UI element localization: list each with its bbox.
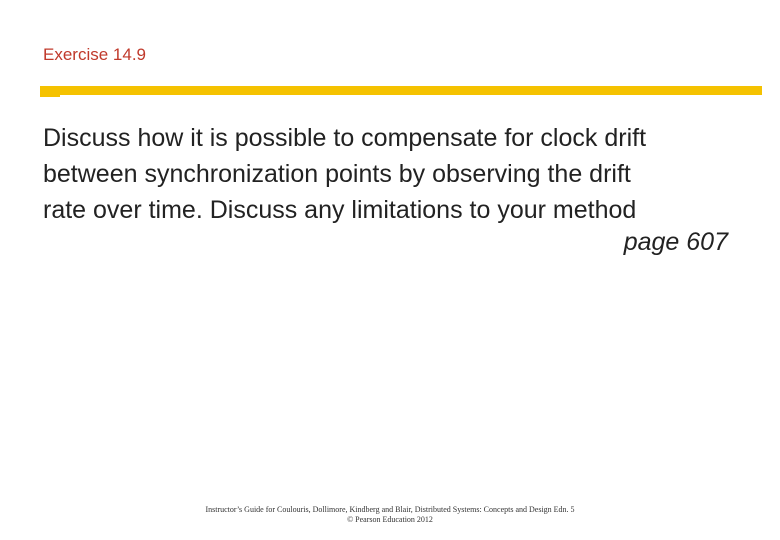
question-line-1: Discuss how it is possible to compensate for clock drift — [43, 124, 647, 152]
page-reference: page 607 — [623, 228, 728, 256]
exercise-question — [43, 120, 743, 228]
title-divider — [40, 86, 762, 95]
slide-title: Exercise 14.9 — [43, 45, 146, 64]
question-line-3: rate over time. Discuss any limitations to your method — [43, 196, 637, 224]
title-divider-tick — [40, 95, 60, 97]
footer-copyright: © Pearson Education 2012 — [347, 515, 433, 524]
slide-footer — [0, 505, 780, 525]
question-line-2: between synchronization points by observing the drift — [43, 160, 631, 188]
footer-credit: Instructor’s Guide for Coulouris, Dollimore, Kindberg and Blair, Distributed Systems: Concepts and Design Edn. 5 — [205, 505, 575, 514]
